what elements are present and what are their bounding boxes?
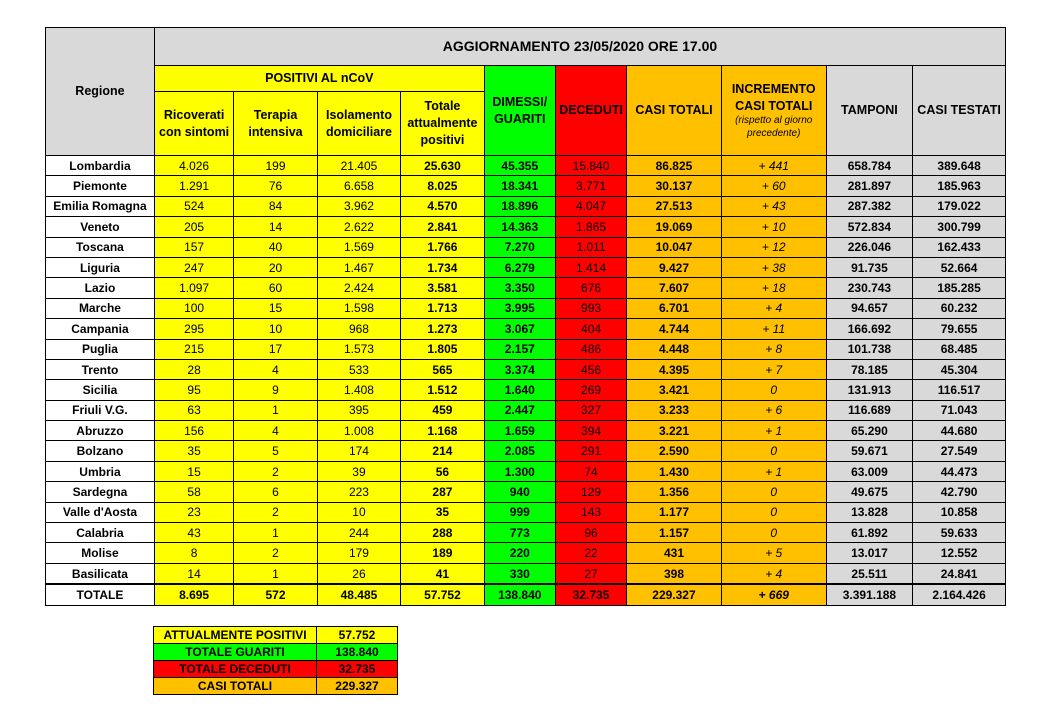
dimessi-cell: 2.447: [484, 400, 555, 420]
region-cell: Sardegna: [46, 482, 155, 502]
casi-testati-cell: 27.549: [913, 441, 1006, 461]
table-row: [46, 441, 1006, 461]
incremento-cell: 0: [721, 380, 826, 400]
incremento-cell: + 18: [721, 278, 826, 298]
isolamento-cell: 39: [317, 461, 400, 481]
incremento-cell: + 12: [721, 237, 826, 257]
casi-testati-cell: 185.285: [913, 278, 1006, 298]
incremento-cell: 0: [721, 523, 826, 543]
dimessi-cell: 14.363: [484, 217, 555, 237]
tamponi-cell: 3.391.188: [826, 584, 913, 605]
terapia-cell: 76: [234, 176, 317, 196]
deceduti-cell: 27: [555, 563, 626, 584]
region-cell: Puglia: [46, 339, 155, 359]
tamponi-cell: 166.692: [826, 319, 913, 339]
deceduti-cell: 129: [555, 482, 626, 502]
deceduti-cell: 143: [555, 502, 626, 522]
incremento-cell: 0: [721, 441, 826, 461]
totale-positivi-cell: 214: [401, 441, 484, 461]
isolamento-cell: 395: [317, 400, 400, 420]
tamponi-cell: 61.892: [826, 523, 913, 543]
totale-positivi-cell: 189: [401, 543, 484, 563]
incremento-cell: + 38: [721, 257, 826, 277]
totale-positivi-header: Totale attualmente positivi: [401, 92, 484, 156]
dimessi-cell: 3.067: [484, 319, 555, 339]
table-row: [46, 502, 1006, 522]
ricoverati-cell: 157: [154, 237, 233, 257]
deceduti-cell: 1.011: [555, 237, 626, 257]
ricoverati-cell: 1.097: [154, 278, 233, 298]
deceduti-cell: 32.735: [555, 584, 626, 605]
ricoverati-cell: 35: [154, 441, 233, 461]
ricoverati-cell: 156: [154, 421, 233, 441]
casi-testati-header: CASI TESTATI: [913, 66, 1006, 156]
region-cell: Abruzzo: [46, 421, 155, 441]
casi-totali-cell: 229.327: [627, 584, 722, 605]
casi-totali-cell: 19.069: [627, 217, 722, 237]
deceduti-cell: 15.840: [555, 156, 626, 176]
incremento-cell: + 4: [721, 563, 826, 584]
summary-value: 32.735: [317, 661, 398, 678]
ricoverati-cell: 15: [154, 461, 233, 481]
isolamento-cell: 6.658: [317, 176, 400, 196]
casi-testati-cell: 300.799: [913, 217, 1006, 237]
incremento-cell: + 441: [721, 156, 826, 176]
ricoverati-cell: 8: [154, 543, 233, 563]
table-row: [46, 196, 1006, 216]
incremento-cell: + 43: [721, 196, 826, 216]
tamponi-cell: 25.511: [826, 563, 913, 584]
casi-testati-cell: 52.664: [913, 257, 1006, 277]
isolamento-cell: 1.573: [317, 339, 400, 359]
casi-totali-cell: 1.177: [627, 502, 722, 522]
positivi-group-header: POSITIVI AL nCoV: [154, 66, 484, 92]
region-cell: Emilia Romagna: [46, 196, 155, 216]
totale-positivi-cell: 2.841: [401, 217, 484, 237]
totale-positivi-cell: 288: [401, 523, 484, 543]
deceduti-cell: 22: [555, 543, 626, 563]
dimessi-cell: 18.341: [484, 176, 555, 196]
incremento-cell: + 1: [721, 421, 826, 441]
deceduti-cell: 327: [555, 400, 626, 420]
dimessi-cell: 2.157: [484, 339, 555, 359]
table-row: [46, 319, 1006, 339]
tamponi-cell: 94.657: [826, 298, 913, 318]
table-row: [46, 482, 1006, 502]
incremento-cell: + 669: [721, 584, 826, 605]
casi-totali-cell: 4.448: [627, 339, 722, 359]
table-row: [46, 176, 1006, 196]
casi-testati-cell: 10.858: [913, 502, 1006, 522]
casi-totali-cell: 9.427: [627, 257, 722, 277]
region-cell: Liguria: [46, 257, 155, 277]
summary-value: 138.840: [317, 644, 398, 661]
deceduti-cell: 456: [555, 359, 626, 379]
terapia-cell: 199: [234, 156, 317, 176]
casi-totali-header: CASI TOTALI: [627, 66, 722, 156]
region-cell: TOTALE: [46, 584, 155, 605]
terapia-cell: 9: [234, 380, 317, 400]
dimessi-cell: 1.659: [484, 421, 555, 441]
totale-positivi-cell: 565: [401, 359, 484, 379]
terapia-cell: 15: [234, 298, 317, 318]
summary-label: TOTALE DECEDUTI: [154, 661, 317, 678]
totale-positivi-cell: 287: [401, 482, 484, 502]
terapia-cell: 5: [234, 441, 317, 461]
isolamento-cell: 10: [317, 502, 400, 522]
ricoverati-cell: 8.695: [154, 584, 233, 605]
casi-totali-cell: 7.607: [627, 278, 722, 298]
casi-testati-cell: 59.633: [913, 523, 1006, 543]
isolamento-cell: 1.008: [317, 421, 400, 441]
totale-positivi-cell: 1.766: [401, 237, 484, 257]
casi-testati-cell: 2.164.426: [913, 584, 1006, 605]
casi-testati-cell: 71.043: [913, 400, 1006, 420]
table-row: [46, 339, 1006, 359]
deceduti-cell: 74: [555, 461, 626, 481]
casi-totali-cell: 3.233: [627, 400, 722, 420]
terapia-cell: 60: [234, 278, 317, 298]
casi-totali-cell: 1.356: [627, 482, 722, 502]
terapia-cell: 572: [234, 584, 317, 605]
casi-testati-cell: 79.655: [913, 319, 1006, 339]
deceduti-cell: 1.865: [555, 217, 626, 237]
dimessi-cell: 2.085: [484, 441, 555, 461]
totale-positivi-cell: 1.734: [401, 257, 484, 277]
summary-table: [153, 626, 398, 695]
incremento-cell: + 5: [721, 543, 826, 563]
totale-positivi-cell: 1.805: [401, 339, 484, 359]
region-cell: Veneto: [46, 217, 155, 237]
casi-testati-cell: 44.473: [913, 461, 1006, 481]
table-row: [46, 543, 1006, 563]
isolamento-cell: 26: [317, 563, 400, 584]
terapia-cell: 40: [234, 237, 317, 257]
tamponi-cell: 13.017: [826, 543, 913, 563]
totale-positivi-cell: 1.512: [401, 380, 484, 400]
region-header: Regione: [46, 28, 155, 156]
incremento-title: INCREMENTO CASI TOTALI: [731, 81, 816, 113]
incremento-cell: 0: [721, 502, 826, 522]
deceduti-cell: 394: [555, 421, 626, 441]
total-row: [46, 584, 1006, 605]
terapia-cell: 6: [234, 482, 317, 502]
terapia-cell: 1: [234, 563, 317, 584]
ricoverati-cell: 23: [154, 502, 233, 522]
isolamento-cell: 1.598: [317, 298, 400, 318]
incremento-cell: + 11: [721, 319, 826, 339]
isolamento-cell: 1.467: [317, 257, 400, 277]
region-cell: Bolzano: [46, 441, 155, 461]
table-row: [46, 257, 1006, 277]
tamponi-cell: 63.009: [826, 461, 913, 481]
isolamento-cell: 3.962: [317, 196, 400, 216]
terapia-cell: 1: [234, 400, 317, 420]
region-cell: Piemonte: [46, 176, 155, 196]
casi-totali-cell: 2.590: [627, 441, 722, 461]
ricoverati-cell: 1.291: [154, 176, 233, 196]
casi-testati-cell: 12.552: [913, 543, 1006, 563]
casi-testati-cell: 389.648: [913, 156, 1006, 176]
deceduti-cell: 993: [555, 298, 626, 318]
isolamento-cell: 179: [317, 543, 400, 563]
summary-label: ATTUALMENTE POSITIVI: [154, 627, 317, 644]
ricoverati-cell: 63: [154, 400, 233, 420]
deceduti-cell: 291: [555, 441, 626, 461]
summary-label: CASI TOTALI: [154, 678, 317, 695]
isolamento-cell: 2.622: [317, 217, 400, 237]
terapia-cell: 1: [234, 523, 317, 543]
deceduti-cell: 3.771: [555, 176, 626, 196]
casi-totali-cell: 4.395: [627, 359, 722, 379]
tamponi-header: TAMPONI: [826, 66, 913, 156]
table-row: [46, 380, 1006, 400]
dimessi-cell: 138.840: [484, 584, 555, 605]
ricoverati-cell: 14: [154, 563, 233, 584]
tamponi-cell: 59.671: [826, 441, 913, 461]
summary-row: [154, 627, 398, 644]
incremento-cell: + 7: [721, 359, 826, 379]
summary-row: [154, 661, 398, 678]
incremento-cell: + 1: [721, 461, 826, 481]
ricoverati-cell: 215: [154, 339, 233, 359]
deceduti-cell: 4.047: [555, 196, 626, 216]
region-cell: Marche: [46, 298, 155, 318]
casi-totali-cell: 6.701: [627, 298, 722, 318]
terapia-cell: 2: [234, 461, 317, 481]
tamponi-cell: 49.675: [826, 482, 913, 502]
region-cell: Umbria: [46, 461, 155, 481]
totale-positivi-cell: 57.752: [401, 584, 484, 605]
tamponi-cell: 658.784: [826, 156, 913, 176]
table-title: AGGIORNAMENTO 23/05/2020 ORE 17.00: [154, 28, 1005, 66]
ricoverati-cell: 95: [154, 380, 233, 400]
tamponi-cell: 13.828: [826, 502, 913, 522]
terapia-cell: 2: [234, 502, 317, 522]
dimessi-cell: 1.300: [484, 461, 555, 481]
ricoverati-cell: 524: [154, 196, 233, 216]
casi-testati-cell: 45.304: [913, 359, 1006, 379]
incremento-header: [721, 66, 826, 156]
casi-testati-cell: 60.232: [913, 298, 1006, 318]
casi-totali-cell: 398: [627, 563, 722, 584]
terapia-cell: 17: [234, 339, 317, 359]
casi-totali-cell: 4.744: [627, 319, 722, 339]
dimessi-cell: 6.279: [484, 257, 555, 277]
isolamento-cell: 1.569: [317, 237, 400, 257]
deceduti-cell: 269: [555, 380, 626, 400]
table-row: [46, 298, 1006, 318]
table-row: [46, 563, 1006, 584]
ricoverati-header: Ricoverati con sintomi: [154, 92, 233, 156]
casi-totali-cell: 3.221: [627, 421, 722, 441]
isolamento-cell: 48.485: [317, 584, 400, 605]
dimessi-cell: 220: [484, 543, 555, 563]
region-cell: Campania: [46, 319, 155, 339]
dimessi-cell: 330: [484, 563, 555, 584]
tamponi-cell: 78.185: [826, 359, 913, 379]
covid-regional-table: [45, 27, 1006, 606]
ricoverati-cell: 4.026: [154, 156, 233, 176]
casi-testati-cell: 44.680: [913, 421, 1006, 441]
dimessi-cell: 940: [484, 482, 555, 502]
dimessi-cell: 18.896: [484, 196, 555, 216]
casi-testati-cell: 42.790: [913, 482, 1006, 502]
dimessi-cell: 45.355: [484, 156, 555, 176]
table-row: [46, 156, 1006, 176]
isolamento-cell: 2.424: [317, 278, 400, 298]
terapia-cell: 84: [234, 196, 317, 216]
tamponi-cell: 230.743: [826, 278, 913, 298]
isolamento-cell: 1.408: [317, 380, 400, 400]
table-row: [46, 523, 1006, 543]
casi-totali-cell: 27.513: [627, 196, 722, 216]
casi-testati-cell: 185.963: [913, 176, 1006, 196]
casi-totali-cell: 3.421: [627, 380, 722, 400]
casi-testati-cell: 116.517: [913, 380, 1006, 400]
totale-positivi-cell: 3.581: [401, 278, 484, 298]
totale-positivi-cell: 1.273: [401, 319, 484, 339]
isolamento-cell: 968: [317, 319, 400, 339]
terapia-header: Terapia intensiva: [234, 92, 317, 156]
casi-totali-cell: 86.825: [627, 156, 722, 176]
casi-testati-cell: 68.485: [913, 339, 1006, 359]
tamponi-cell: 116.689: [826, 400, 913, 420]
dimessi-cell: 999: [484, 502, 555, 522]
ricoverati-cell: 28: [154, 359, 233, 379]
incremento-cell: + 8: [721, 339, 826, 359]
table-row: [46, 461, 1006, 481]
ricoverati-cell: 58: [154, 482, 233, 502]
region-cell: Valle d'Aosta: [46, 502, 155, 522]
ricoverati-cell: 295: [154, 319, 233, 339]
deceduti-cell: 1.414: [555, 257, 626, 277]
table-row: [46, 421, 1006, 441]
incremento-cell: 0: [721, 482, 826, 502]
isolamento-cell: 533: [317, 359, 400, 379]
casi-testati-cell: 179.022: [913, 196, 1006, 216]
totale-positivi-cell: 4.570: [401, 196, 484, 216]
region-cell: Sicilia: [46, 380, 155, 400]
region-cell: Calabria: [46, 523, 155, 543]
incremento-cell: + 10: [721, 217, 826, 237]
deceduti-cell: 404: [555, 319, 626, 339]
table-row: [46, 278, 1006, 298]
table-row: [46, 400, 1006, 420]
totale-positivi-cell: 459: [401, 400, 484, 420]
tamponi-cell: 91.735: [826, 257, 913, 277]
incremento-cell: + 6: [721, 400, 826, 420]
ricoverati-cell: 100: [154, 298, 233, 318]
totale-positivi-cell: 25.630: [401, 156, 484, 176]
table-row: [46, 359, 1006, 379]
region-cell: Molise: [46, 543, 155, 563]
table-row: [46, 217, 1006, 237]
casi-testati-cell: 24.841: [913, 563, 1006, 584]
summary-value: 229.327: [317, 678, 398, 695]
terapia-cell: 14: [234, 217, 317, 237]
terapia-cell: 4: [234, 421, 317, 441]
dimessi-cell: 7.270: [484, 237, 555, 257]
ricoverati-cell: 205: [154, 217, 233, 237]
summary-label: TOTALE GUARITI: [154, 644, 317, 661]
totale-positivi-cell: 1.713: [401, 298, 484, 318]
deceduti-cell: 96: [555, 523, 626, 543]
ricoverati-cell: 247: [154, 257, 233, 277]
summary-value: 57.752: [317, 627, 398, 644]
deceduti-header: DECEDUTI: [555, 66, 626, 156]
dimessi-cell: 1.640: [484, 380, 555, 400]
casi-totali-cell: 10.047: [627, 237, 722, 257]
tamponi-cell: 281.897: [826, 176, 913, 196]
summary-row: [154, 644, 398, 661]
region-cell: Toscana: [46, 237, 155, 257]
tamponi-cell: 226.046: [826, 237, 913, 257]
isolamento-cell: 223: [317, 482, 400, 502]
terapia-cell: 4: [234, 359, 317, 379]
tamponi-cell: 572.834: [826, 217, 913, 237]
incremento-cell: + 4: [721, 298, 826, 318]
isolamento-header: Isolamento domiciliare: [317, 92, 400, 156]
isolamento-cell: 174: [317, 441, 400, 461]
tamponi-cell: 65.290: [826, 421, 913, 441]
terapia-cell: 10: [234, 319, 317, 339]
deceduti-cell: 676: [555, 278, 626, 298]
totale-positivi-cell: 35: [401, 502, 484, 522]
dimessi-header: DIMESSI/ GUARITI: [484, 66, 555, 156]
casi-totali-cell: 1.157: [627, 523, 722, 543]
region-cell: Basilicata: [46, 563, 155, 584]
region-cell: Lombardia: [46, 156, 155, 176]
tamponi-cell: 287.382: [826, 196, 913, 216]
table-row: [46, 237, 1006, 257]
incremento-cell: + 60: [721, 176, 826, 196]
dimessi-cell: 3.350: [484, 278, 555, 298]
dimessi-cell: 773: [484, 523, 555, 543]
ricoverati-cell: 43: [154, 523, 233, 543]
dimessi-cell: 3.995: [484, 298, 555, 318]
deceduti-cell: 486: [555, 339, 626, 359]
region-cell: Trento: [46, 359, 155, 379]
region-cell: Friuli V.G.: [46, 400, 155, 420]
terapia-cell: 20: [234, 257, 317, 277]
region-cell: Lazio: [46, 278, 155, 298]
casi-totali-cell: 1.430: [627, 461, 722, 481]
totale-positivi-cell: 8.025: [401, 176, 484, 196]
tamponi-cell: 101.738: [826, 339, 913, 359]
casi-totali-cell: 30.137: [627, 176, 722, 196]
totale-positivi-cell: 41: [401, 563, 484, 584]
isolamento-cell: 244: [317, 523, 400, 543]
casi-testati-cell: 162.433: [913, 237, 1006, 257]
totale-positivi-cell: 56: [401, 461, 484, 481]
tamponi-cell: 131.913: [826, 380, 913, 400]
totale-positivi-cell: 1.168: [401, 421, 484, 441]
casi-totali-cell: 431: [627, 543, 722, 563]
isolamento-cell: 21.405: [317, 156, 400, 176]
incremento-note: (rispetto al giorno precedente): [735, 115, 813, 140]
dimessi-cell: 3.374: [484, 359, 555, 379]
summary-row: [154, 678, 398, 695]
terapia-cell: 2: [234, 543, 317, 563]
